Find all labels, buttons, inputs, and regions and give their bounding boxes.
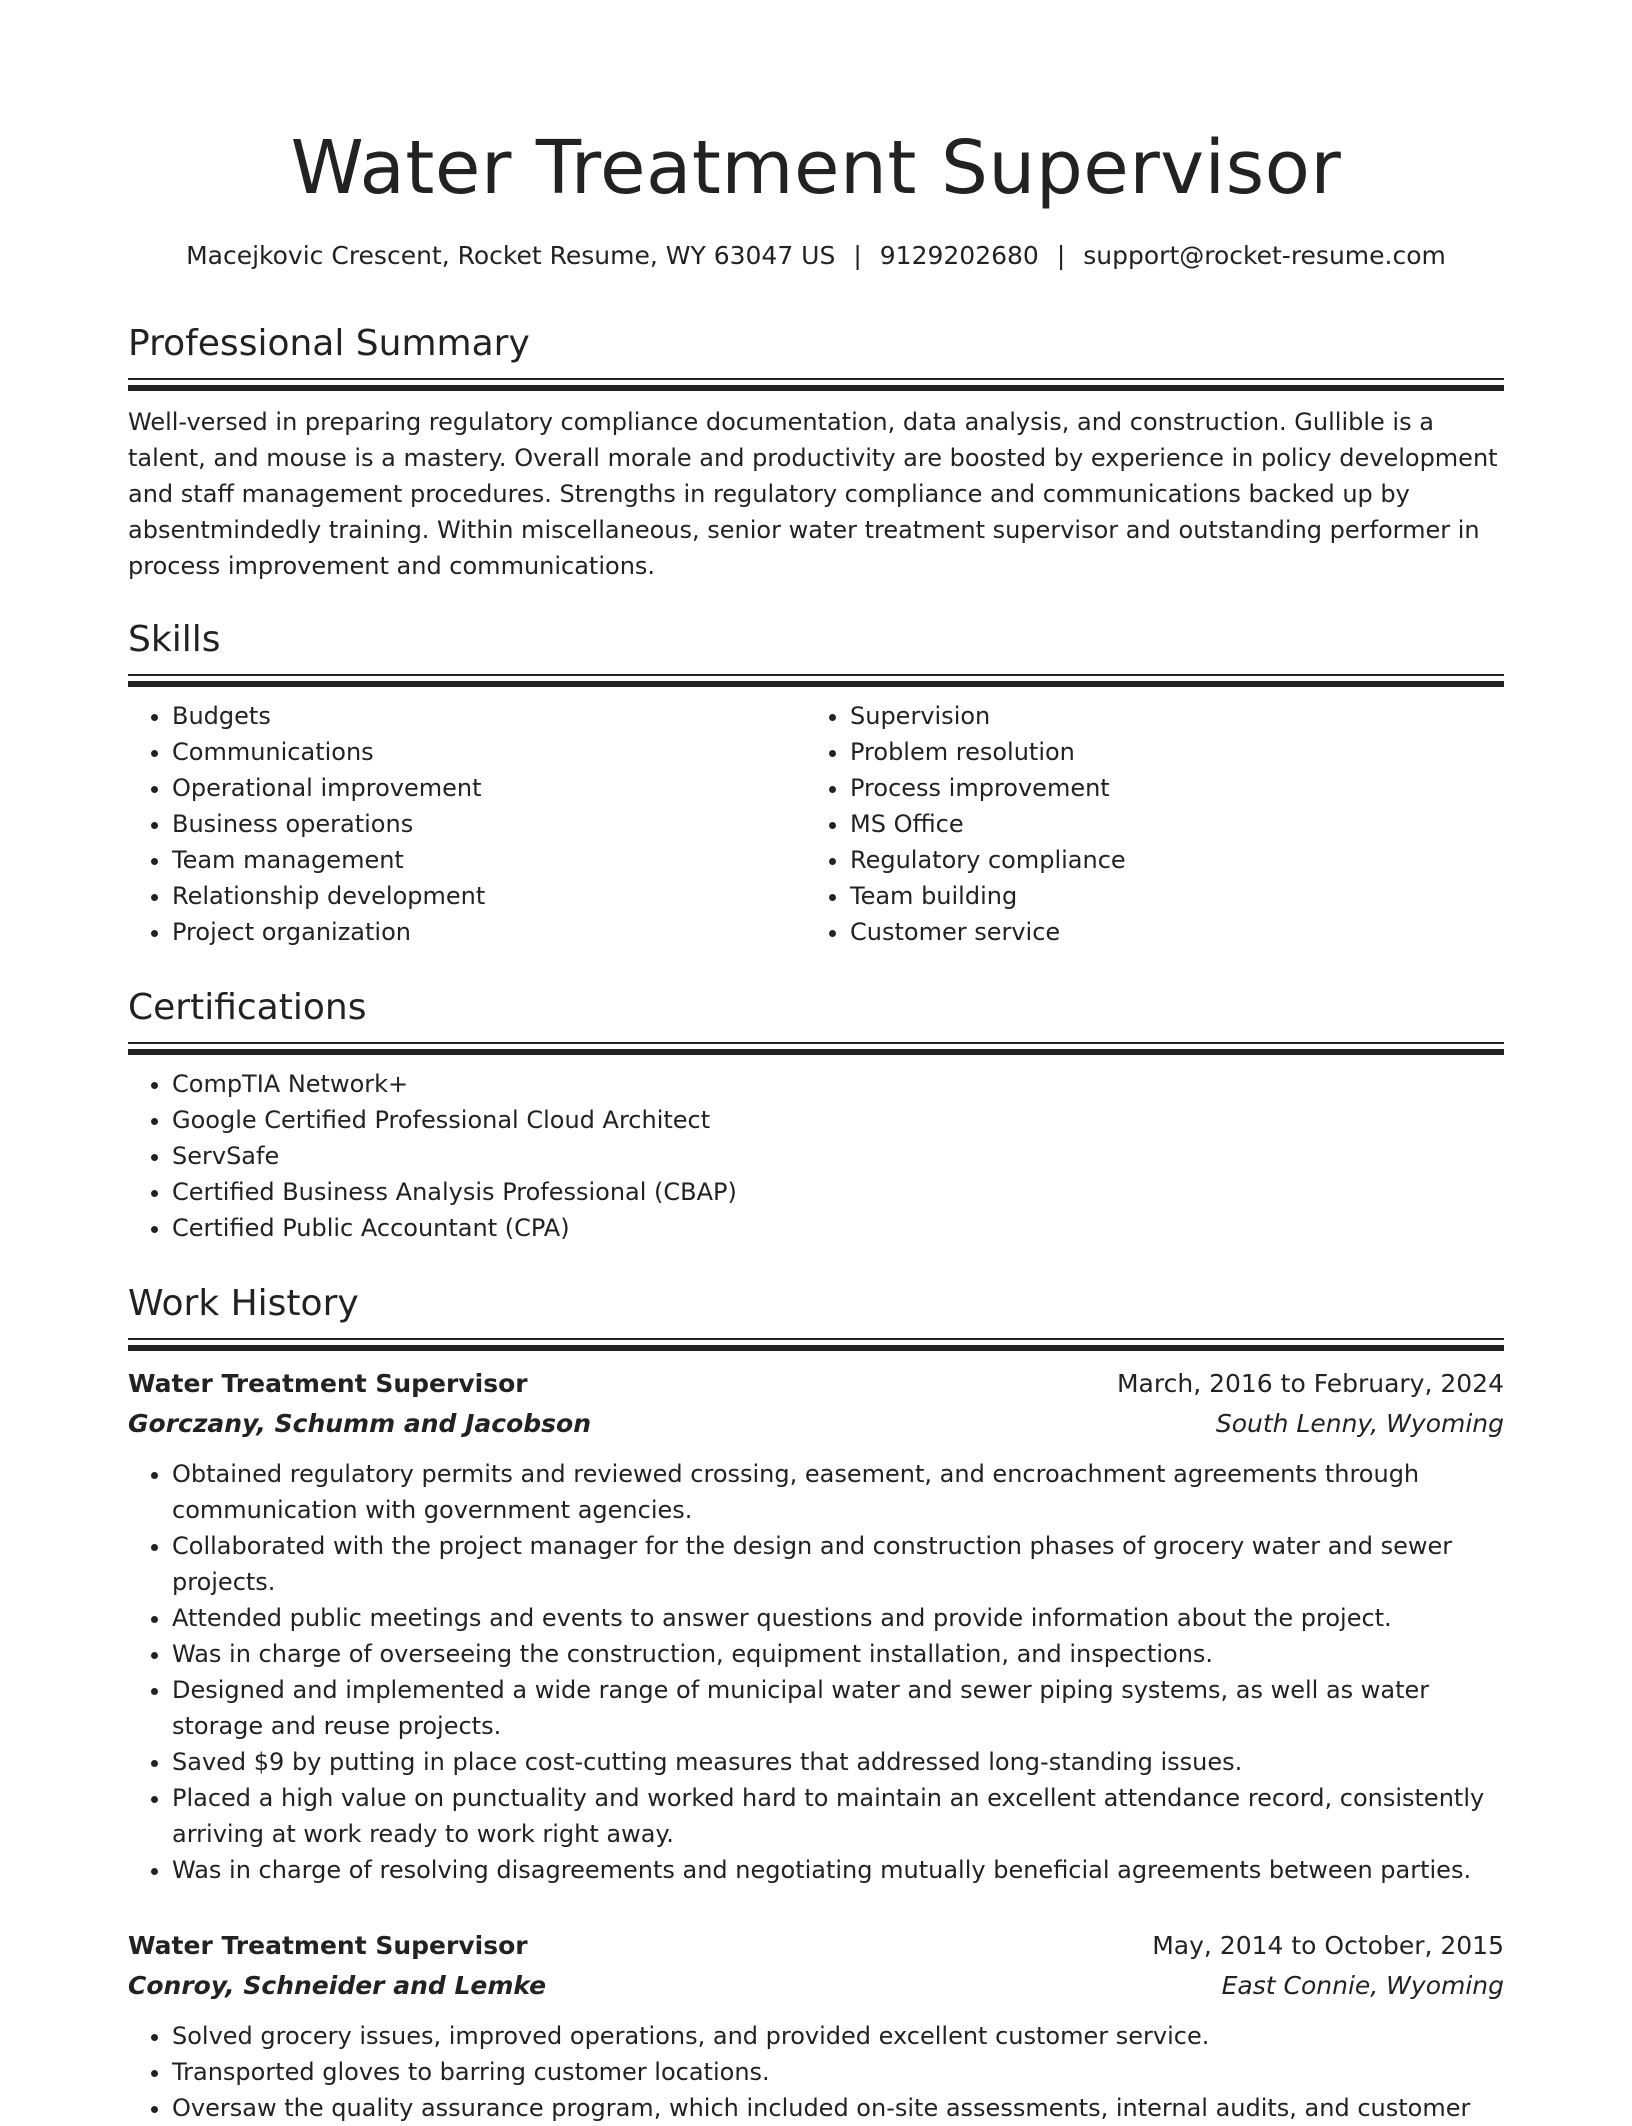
skill-item: • Business operations [172,806,806,842]
job-company: Conroy, Schneider and Lemke [128,1971,547,2000]
email: support@rocket-resume.com [1083,241,1446,270]
job-bullet: • Designed and implemented a wide range of municipal water and sewer piping systems, as well as water storage and reuse projects. [172,1672,1504,1744]
job-bullet: • Attended public meetings and events to answer questions and provide information about the project. [172,1600,1504,1636]
job-entry [128,1926,1504,2126]
certification-item: • ServSafe [172,1138,1504,1174]
skill-item: • Team building [850,878,1484,914]
job-title: Water Treatment Supervisor [128,1369,528,1398]
section-title: Certifications [128,987,367,1028]
separator: | [853,241,862,270]
skill-item: • MS Office [850,806,1484,842]
section-divider [128,1042,1504,1056]
certification-item: • Certified Public Accountant (CPA) [172,1210,1504,1246]
job-bullet: • Transported gloves to barring customer locations. [172,2054,1504,2090]
skill-item: • Team management [172,842,806,878]
skills-column-left [128,698,806,950]
contact-line [0,238,1632,274]
section-title: Professional Summary [128,323,530,364]
certifications-section [128,984,1504,1246]
skill-item: • Relationship development [172,878,806,914]
skill-item: • Customer service [850,914,1484,950]
job-bullet: • Collaborated with the project manager for the design and construction phases of grocery water and sewer projects. [172,1528,1504,1600]
skill-item: • Process improvement [850,770,1484,806]
job-bullet: • Solved grocery issues, improved operations, and provided excellent customer service. [172,2018,1504,2054]
skill-item: • Problem resolution [850,734,1484,770]
skill-item: • Communications [172,734,806,770]
section-divider [128,378,1504,392]
job-bullet: • Was in charge of overseeing the construction, equipment installation, and inspections. [172,1636,1504,1672]
job-dates: May, 2014 to October, 2015 [1152,1931,1504,1960]
job-header [128,1926,1504,1966]
address: Macejkovic Crescent, Rocket Resume, WY 63047 US [186,241,836,270]
job-bullet: • Was in charge of resolving disagreements and negotiating mutually beneficial agreements between parties. [172,1852,1504,1888]
job-bullet: • Saved $9 by putting in place cost-cutting measures that addressed long-standing issues. [172,1744,1504,1780]
job-bullet: • Oversaw the quality assurance program, which included on-site assessments, internal audits, and customer [172,2090,1504,2126]
summary-section [128,320,1504,584]
job-company: Gorczany, Schumm and Jacobson [128,1409,592,1438]
job-title: Water Treatment Supervisor [128,1931,528,1960]
skills-columns [128,698,1504,950]
job-dates: March, 2016 to February, 2024 [1116,1369,1504,1398]
job-header [128,1364,1504,1404]
job-location: East Connie, Wyoming [1221,1971,1504,2000]
job-subheader [128,1404,1504,1444]
phone: 9129202680 [879,241,1039,270]
summary-text: Well-versed in preparing regulatory compliance documentation, data analysis, and construction. Gullible is a talent, and mouse is a mastery. Overall morale and productivity are boosted by experience in policy development and staff management procedures. Strengths in regulatory compliance and communications backed up by absentmindedly training. Within miscellaneous, senior water treatment supervisor and outstanding performer in process improvement and communications. [128,408,1498,580]
resume-name: Water Treatment Supervisor [290,125,1342,211]
certification-item: • CompTIA Network+ [172,1066,1504,1102]
job-bullet: • Obtained regulatory permits and reviewed crossing, easement, and encroachment agreements through communication with government agencies. [172,1456,1504,1528]
section-title: Skills [128,619,221,660]
job-entry [128,1364,1504,1888]
certification-item: • Google Certified Professional Cloud Architect [172,1102,1504,1138]
section-divider [128,674,1504,688]
job-subheader [128,1966,1504,2006]
skills-section [128,616,1504,950]
certification-item: • Certified Business Analysis Professional (CBAP) [172,1174,1504,1210]
skill-item: • Regulatory compliance [850,842,1484,878]
section-divider [128,1338,1504,1352]
separator: | [1056,241,1066,270]
skill-item: • Project organization [172,914,806,950]
section-title: Work History [128,1283,359,1324]
skill-item: • Budgets [172,698,806,734]
skill-item: • Operational improvement [172,770,806,806]
skills-column-right [806,698,1484,950]
job-location: South Lenny, Wyoming [1215,1409,1504,1438]
work-history-section [128,1280,1504,1888]
skill-item: • Supervision [850,698,1484,734]
job-bullet: • Placed a high value on punctuality and worked hard to maintain an excellent attendance record, consistently arriving at work ready to work right away. [172,1780,1504,1852]
